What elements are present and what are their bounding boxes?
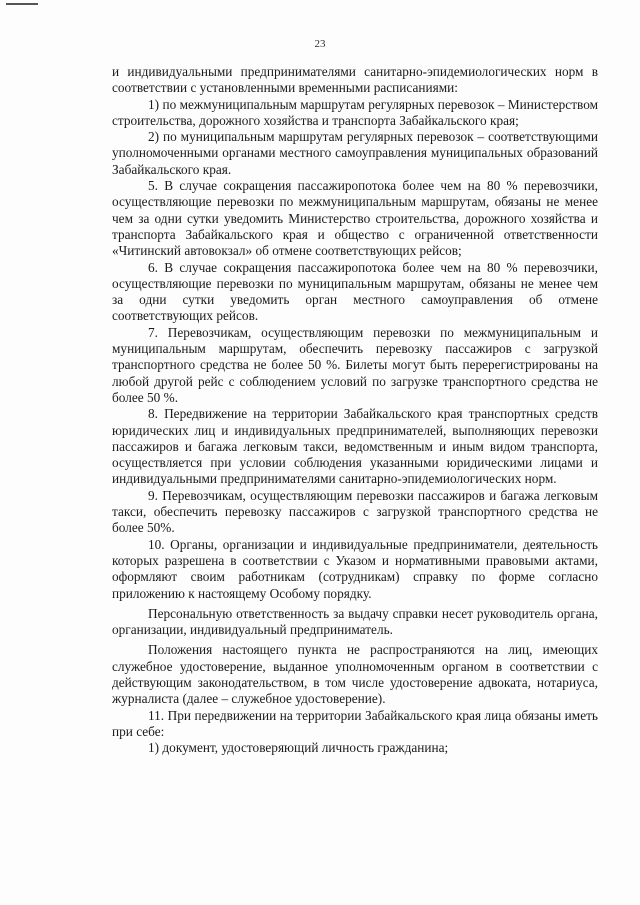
paragraph-exemption: Положения настоящего пункта не распространяются на лиц, имеющих служебное удостоверение, выданное уполномоченным органом в соответствии с действующим законодательством, в том числе удостоверение адвоката, нотариуса, журналиста (далее – служебное удостоверение). <box>112 642 598 707</box>
paragraph-clause-11-item-1: 1) документ, удостоверяющий личность гражданина; <box>148 740 449 756</box>
paragraph-clause-9: 9. Перевозчикам, осуществляющим перевозки пассажиров и багажа легковым такси, обеспечить перевозку пассажиров с загрузкой транспортного средства не более 50%. <box>112 487 598 536</box>
paragraph-clause-6: 6. В случае сокращения пассажиропотока более чем на 80 % перевозчики, осуществляющие перевозки по муниципальным маршрутам, обязаны не менее чем за одни сутки уведомить орган местного самоуправления об отмене соответствующих рейсов. <box>112 259 598 324</box>
document-body <box>112 64 598 756</box>
paragraph-item-2: 2) по муниципальным маршрутам регулярных перевозок – соответствующими уполномоченными органами местного самоуправления муниципальных образований Забайкальского края. <box>112 129 598 177</box>
corner-mark <box>6 3 38 5</box>
paragraph-continuation: и индивидуальными предпринимателями санитарно-эпидемиологических норм в соответствии с установленными временными расписаниями: <box>112 64 598 96</box>
paragraph-clause-7: 7. Перевозчикам, осуществляющим перевозки по межмуниципальным и муниципальным маршрутам, обеспечить перевозку пассажиров с загрузкой транспортного средства не более 50 %. Билеты могут быть перерегистрированы на любой другой рейс с соблюдением условий по загрузке транспортного средства не более 50 %. <box>112 324 598 405</box>
paragraph-clause-10: 10. Органы, организации и индивидуальные предприниматели, деятельность которых разрешена в соответствии с Указом и нормативными правовыми актами, оформляют своим работникам (сотрудникам) справку по форме согласно приложению к настоящему Особому порядку. <box>112 536 598 601</box>
paragraph-clause-11: 11. При передвижении на территории Забайкальского края лица обязаны иметь при себе: <box>112 707 598 739</box>
page-number: 23 <box>314 38 326 50</box>
paragraph-clause-8: 8. Передвижение на территории Забайкальского края транспортных средств юридических лиц и индивидуальных предпринимателей, выполняющих перевозки пассажиров и багажа легковым такси, ведомственным и иным видом транспорта, осуществляется при условии соблюдения указанными юридическими лицами и индивидуальными предпринимателями санитарно-эпидемиологических норм. <box>112 406 598 487</box>
paragraph-responsibility: Персональную ответственность за выдачу справки несет руководитель органа, организации, индивидуальный предприниматель. <box>112 605 598 638</box>
paragraph-clause-5: 5. В случае сокращения пассажиропотока более чем на 80 % перевозчики, осуществляющие перевозки по межмуниципальным маршрутам, обязаны не менее чем за одни сутки уведомить Министерство строительства, дорожного хозяйства и транспорта Забайкальского края и общество с ограниченной ответственности «Читинский автовокзал» об отмене соответствующих рейсов; <box>112 178 598 259</box>
paragraph-item-1: 1) по межмуниципальным маршрутам регулярных перевозок – Министерством строительства, дорожного хозяйства и транспорта Забайкальского края; <box>112 96 598 128</box>
